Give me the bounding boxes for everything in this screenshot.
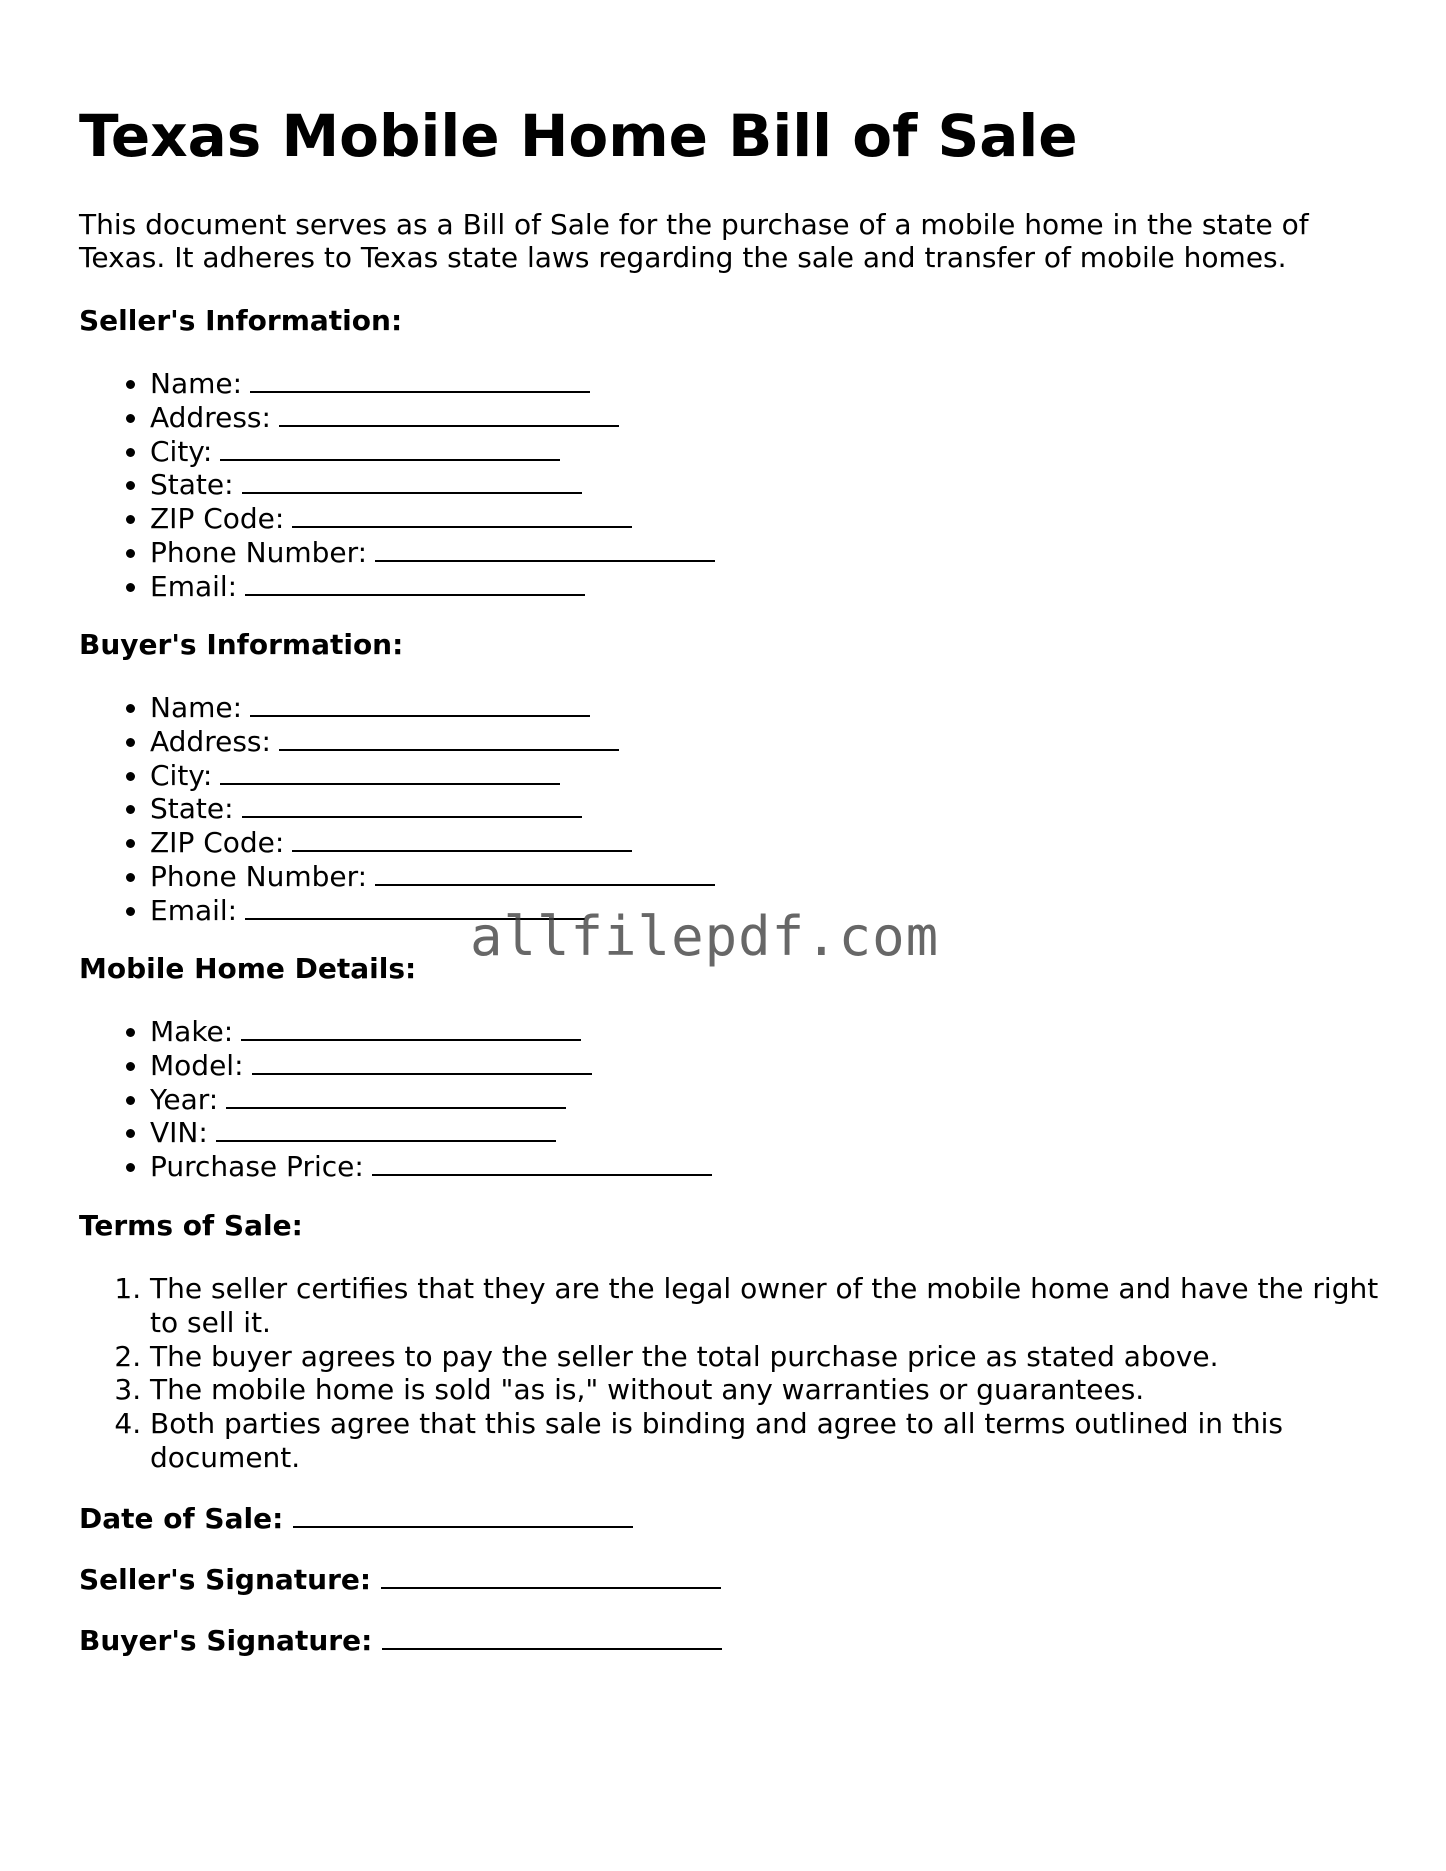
- date-of-sale-blank[interactable]: [293, 1504, 633, 1528]
- make-blank[interactable]: [241, 1017, 581, 1041]
- buyer-name-blank[interactable]: [250, 693, 590, 717]
- buyer-address-blank[interactable]: [279, 727, 619, 751]
- seller-city-item: • City:: [150, 435, 715, 469]
- model-item: • Model:: [150, 1049, 712, 1083]
- seller-zip-blank[interactable]: [292, 504, 632, 528]
- term-item: 1. The seller certifies that they are the legal owner of the mobile home and have the right to sell it.: [150, 1272, 1400, 1340]
- seller-state-blank[interactable]: [242, 470, 582, 494]
- seller-signature-line: [79, 1563, 721, 1597]
- mobile-home-fields-list: [79, 1015, 712, 1184]
- watermark: allfilepdf.com: [470, 905, 940, 968]
- buyer-phone-item: • Phone Number:: [150, 860, 715, 894]
- seller-phone-blank[interactable]: [375, 538, 715, 562]
- buyer-zip-item: • ZIP Code:: [150, 826, 715, 860]
- buyer-address-item: • Address:: [150, 725, 715, 759]
- vin-blank[interactable]: [216, 1118, 556, 1142]
- buyer-state-blank[interactable]: [242, 794, 582, 818]
- year-item: • Year:: [150, 1083, 712, 1117]
- term-item: 4. Both parties agree that this sale is binding and agree to all terms outlined in this document.: [150, 1407, 1400, 1475]
- buyer-signature-blank[interactable]: [382, 1626, 722, 1650]
- buyer-heading: Buyer's Information:: [79, 628, 404, 661]
- document-title: Texas Mobile Home Bill of Sale: [79, 102, 1078, 170]
- purchase-price-item: • Purchase Price:: [150, 1150, 712, 1184]
- seller-name-blank[interactable]: [250, 369, 590, 393]
- make-item: • Make:: [150, 1015, 712, 1049]
- buyer-signature-line: [79, 1624, 722, 1658]
- seller-signature-label: Seller's Signature:: [79, 1563, 372, 1596]
- buyer-fields-list: [79, 691, 715, 928]
- seller-phone-item: • Phone Number:: [150, 536, 715, 570]
- vin-item: • VIN:: [150, 1116, 712, 1150]
- buyer-phone-blank[interactable]: [375, 862, 715, 886]
- seller-address-item: • Address:: [150, 401, 715, 435]
- buyer-signature-label: Buyer's Signature:: [79, 1624, 373, 1657]
- mobile-home-heading: Mobile Home Details:: [79, 952, 417, 985]
- buyer-email-item: • Email:: [150, 894, 715, 928]
- terms-list: [79, 1272, 1400, 1475]
- term-item: 2. The buyer agrees to pay the seller the total purchase price as stated above.: [150, 1340, 1400, 1374]
- purchase-price-blank[interactable]: [372, 1152, 712, 1176]
- model-blank[interactable]: [252, 1051, 592, 1075]
- seller-signature-blank[interactable]: [381, 1565, 721, 1589]
- buyer-name-item: • Name:: [150, 691, 715, 725]
- buyer-zip-blank[interactable]: [292, 828, 632, 852]
- buyer-city-blank[interactable]: [220, 761, 560, 785]
- year-blank[interactable]: [226, 1085, 566, 1109]
- date-of-sale-line: [79, 1502, 633, 1536]
- seller-address-blank[interactable]: [279, 403, 619, 427]
- term-item: 3. The mobile home is sold "as is," without any warranties or guarantees.: [150, 1373, 1400, 1407]
- seller-zip-item: • ZIP Code:: [150, 502, 715, 536]
- seller-email-item: • Email:: [150, 570, 715, 604]
- seller-city-blank[interactable]: [220, 437, 560, 461]
- buyer-city-item: • City:: [150, 759, 715, 793]
- seller-name-item: • Name:: [150, 367, 715, 401]
- seller-heading: Seller's Information:: [79, 304, 403, 337]
- seller-email-blank[interactable]: [245, 572, 585, 596]
- seller-state-item: • State:: [150, 468, 715, 502]
- seller-fields-list: [79, 367, 715, 604]
- buyer-state-item: • State:: [150, 792, 715, 826]
- intro-paragraph: This document serves as a Bill of Sale for the purchase of a mobile home in the state of Texas. It adheres to Texas state laws regarding the sale and transfer of mobile homes.: [79, 208, 1309, 274]
- terms-heading: Terms of Sale:: [79, 1209, 303, 1242]
- date-of-sale-label: Date of Sale:: [79, 1502, 284, 1535]
